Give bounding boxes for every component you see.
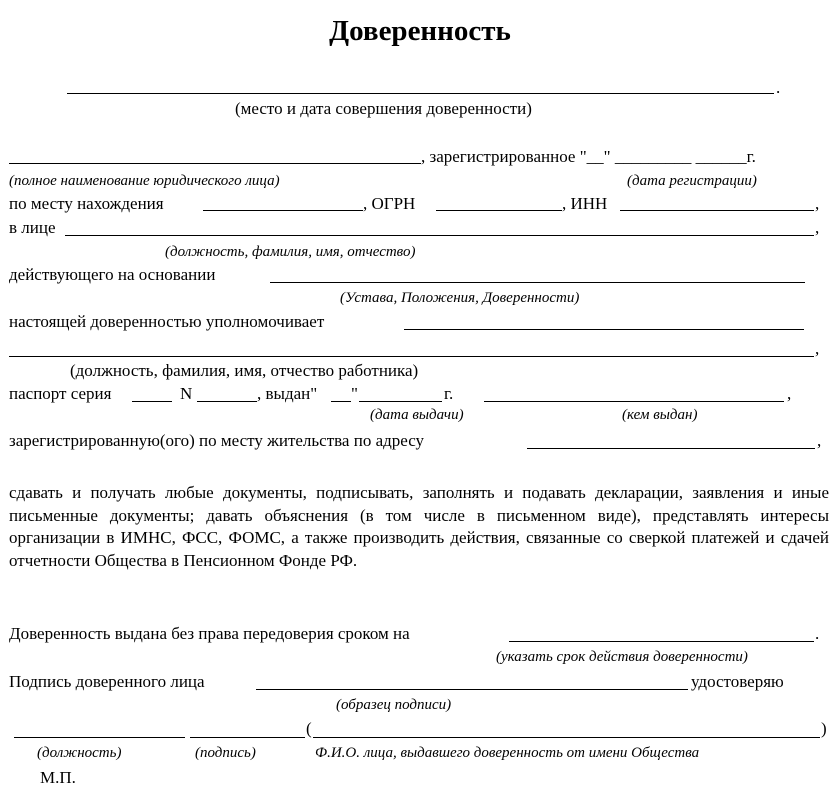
represented-by-comma: , bbox=[815, 218, 820, 237]
validity-line[interactable] bbox=[509, 641, 814, 642]
issued-by-line[interactable] bbox=[484, 401, 784, 402]
issue-month-line[interactable] bbox=[359, 401, 442, 402]
inn-label: , ИНН bbox=[562, 194, 608, 213]
powers-paragraph: сдавать и получать любые документы, подписывать, заполнять и подавать декларации, заявления и иные письменные документы; давать объяснения (в том числе в письменном виде), представлять интересы организации в ИМНС, ФСС, ФОМС, а также производить действия, связанные со сверкой платежей и сдачей отчетности Общества в Пенсионном Фонде РФ. bbox=[9, 483, 829, 570]
issuer-sign-caption: (подпись) bbox=[195, 745, 256, 761]
basis-label: действующего на основании bbox=[9, 265, 216, 284]
inn-line[interactable] bbox=[620, 210, 814, 211]
employee-comma: , bbox=[815, 339, 820, 358]
place-date-line[interactable] bbox=[67, 93, 774, 94]
issue-quote: " bbox=[351, 384, 358, 403]
issuer-fio-line[interactable] bbox=[313, 737, 820, 738]
place-date-caption: (место и дата совершения доверенности) bbox=[235, 99, 532, 118]
issuer-sign-line[interactable] bbox=[190, 737, 305, 738]
ogrn-label: , ОГРН bbox=[363, 194, 416, 213]
stamp-placeholder: М.П. bbox=[40, 768, 76, 787]
employee-caption: (должность, фамилия, имя, отчество работника) bbox=[70, 361, 419, 380]
represented-by-caption: (должность, фамилия, имя, отчество) bbox=[165, 244, 416, 260]
reg-date-caption: (дата регистрации) bbox=[627, 173, 757, 189]
passport-series-label: паспорт серия bbox=[9, 384, 112, 403]
issue-date-caption: (дата выдачи) bbox=[370, 407, 464, 423]
passport-comma: , bbox=[787, 384, 792, 403]
signature-label: Подпись доверенного лица bbox=[9, 672, 205, 691]
basis-line[interactable] bbox=[270, 282, 805, 283]
represented-by-label: в лице bbox=[9, 218, 56, 237]
issue-year-label: г. bbox=[444, 384, 454, 403]
issuer-close-paren: ) bbox=[821, 719, 827, 738]
issue-day-line[interactable] bbox=[331, 401, 351, 402]
signature-line[interactable] bbox=[256, 689, 688, 690]
address-comma: , bbox=[817, 431, 822, 450]
issuer-fio-caption: Ф.И.О. лица, выдавшего доверенность от имени Общества bbox=[315, 745, 700, 761]
inn-comma: , bbox=[815, 194, 820, 213]
org-name-caption: (полное наименование юридического лица) bbox=[9, 173, 280, 189]
passport-issued-label: , выдан" bbox=[257, 384, 318, 403]
validity-label: Доверенность выдана без права передоверия сроком на bbox=[9, 624, 410, 643]
document-title: Доверенность bbox=[329, 15, 511, 47]
authorizes-line[interactable] bbox=[404, 329, 804, 330]
passport-number-line[interactable] bbox=[197, 401, 257, 402]
address-label: зарегистрированную(ого) по месту жительства по адресу bbox=[9, 431, 425, 450]
org-name-line[interactable] bbox=[9, 163, 421, 164]
certify-label: удостоверяю bbox=[691, 672, 784, 691]
passport-series-line[interactable] bbox=[132, 401, 172, 402]
signature-caption: (образец подписи) bbox=[336, 697, 452, 713]
issuer-position-line[interactable] bbox=[14, 737, 185, 738]
validity-dot: . bbox=[815, 624, 820, 643]
location-label: по месту нахождения bbox=[9, 194, 164, 213]
place-date-dot: . bbox=[776, 78, 781, 97]
authorizes-label: настоящей доверенностью уполномочивает bbox=[9, 312, 325, 331]
represented-by-line[interactable] bbox=[65, 235, 814, 236]
location-line[interactable] bbox=[203, 210, 363, 211]
basis-caption: (Устава, Положения, Доверенности) bbox=[340, 290, 580, 306]
org-registered-text: , зарегистрированное "__" _________ ______г. bbox=[421, 147, 756, 166]
issued-by-caption: (кем выдан) bbox=[622, 407, 698, 423]
passport-n-label: N bbox=[180, 384, 193, 403]
employee-line[interactable] bbox=[9, 356, 814, 357]
issuer-open-paren: ( bbox=[306, 719, 312, 738]
ogrn-line[interactable] bbox=[436, 210, 562, 211]
validity-caption: (указать срок действия доверенности) bbox=[496, 649, 748, 665]
address-line[interactable] bbox=[527, 448, 815, 449]
issuer-position-caption: (должность) bbox=[37, 745, 122, 761]
